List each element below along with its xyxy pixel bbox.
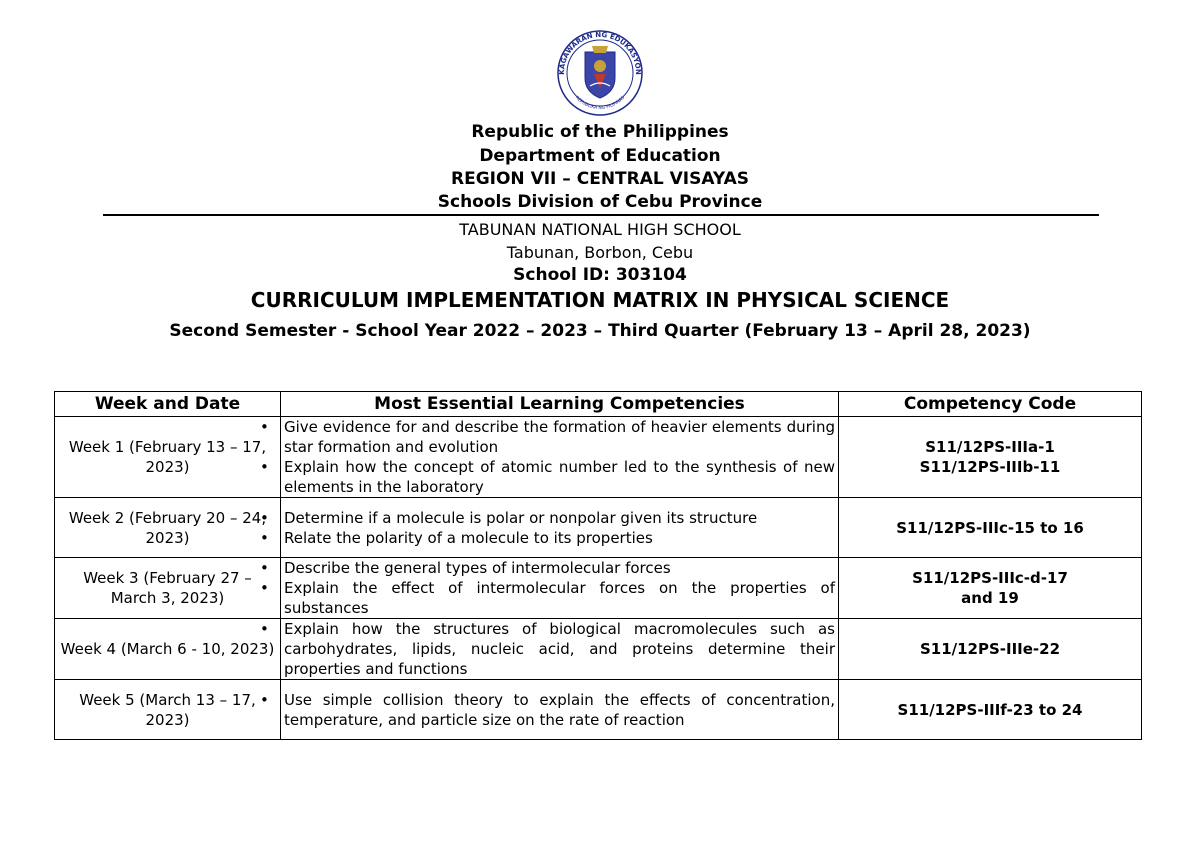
header-region: REGION VII – CENTRAL VISAYAS: [451, 169, 749, 189]
table-row: [55, 498, 1142, 558]
week-cell: Week 3 (February 27 – March 3, 2023): [55, 558, 281, 619]
competency-code: S11/12PS-IIIe-22: [919, 640, 1061, 658]
competency-item: • Use simple collision theory to explain the effects of concentration, temperature, and particle size on the rate of reaction: [284, 690, 835, 730]
competency-table: [54, 391, 1142, 740]
week-cell: Week 4 (March 6 - 10, 2023): [55, 619, 281, 680]
competency-code: S11/12PS-IIIc-d-17: [912, 569, 1068, 587]
competency-item: • Determine if a molecule is polar or nonpolar given its structure: [284, 508, 835, 528]
table-row: [55, 558, 1142, 619]
deped-seal-icon: [544, 30, 656, 116]
competency-cell: [281, 417, 839, 498]
competency-code: S11/12PS-IIIf-23 to 24: [897, 700, 1083, 719]
competency-item: • Explain the effect of intermolecular forces on the properties of substances: [284, 578, 835, 618]
school-name: TABUNAN NATIONAL HIGH SCHOOL: [459, 220, 741, 239]
competency-cell: [281, 558, 839, 619]
col-header-code: Competency Code: [839, 392, 1142, 417]
document-subtitle: Second Semester - School Year 2022 – 2023 – Third Quarter (February 13 – April 28, 2023): [169, 321, 1031, 341]
header-divider: [103, 214, 1099, 216]
competency-cell: [281, 498, 839, 558]
header-republic: Republic of the Philippines: [471, 122, 729, 142]
code-cell: [839, 680, 1142, 740]
competency-cell: [281, 619, 839, 680]
document-title: CURRICULUM IMPLEMENTATION MATRIX IN PHYSICAL SCIENCE: [250, 288, 950, 312]
col-header-competencies: Most Essential Learning Competencies: [281, 392, 839, 417]
competency-code: S11/12PS-IIIc-15 to 16: [896, 518, 1084, 537]
code-cell: [839, 498, 1142, 558]
competency-code: S11/12PS-IIIb-11: [919, 458, 1061, 476]
code-cell: [839, 417, 1142, 498]
week-cell: Week 5 (March 13 – 17, 2023): [55, 680, 281, 740]
school-address: Tabunan, Borbon, Cebu: [506, 243, 694, 262]
table-header-row: [55, 392, 1142, 417]
table-row: [55, 680, 1142, 740]
svg-text:KAGAWARAN NG EDUKASYON: KAGAWARAN NG EDUKASYON: [557, 30, 643, 75]
svg-text:REPUBLIKA NG PILIPINAS: REPUBLIKA NG PILIPINAS: [573, 95, 627, 112]
week-cell: Week 2 (February 20 – 24, 2023): [55, 498, 281, 558]
code-cell: [839, 558, 1142, 619]
school-id: School ID: 303104: [513, 265, 687, 285]
competency-item: • Explain how the structures of biological macromolecules such as carbohydrates, lipids, nucleic acid, and proteins determine their properties and functions: [284, 619, 835, 679]
table-row: [55, 619, 1142, 680]
code-cell: [839, 619, 1142, 680]
competency-item: • Explain how the concept of atomic number led to the synthesis of new elements in the laboratory: [284, 457, 835, 497]
week-cell: Week 1 (February 13 – 17, 2023): [55, 417, 281, 498]
competency-cell: [281, 680, 839, 740]
table-row: [55, 417, 1142, 498]
competency-item: • Give evidence for and describe the formation of heavier elements during star formation and evolution: [284, 417, 835, 457]
competency-code: S11/12PS-IIIa-1: [925, 438, 1055, 456]
header-department: Department of Education: [479, 146, 721, 166]
col-header-week: Week and Date: [55, 392, 281, 417]
competency-code: and 19: [961, 589, 1019, 607]
competency-item: • Describe the general types of intermolecular forces: [284, 558, 835, 578]
competency-item: • Relate the polarity of a molecule to its properties: [284, 528, 835, 548]
header-division: Schools Division of Cebu Province: [437, 192, 763, 212]
